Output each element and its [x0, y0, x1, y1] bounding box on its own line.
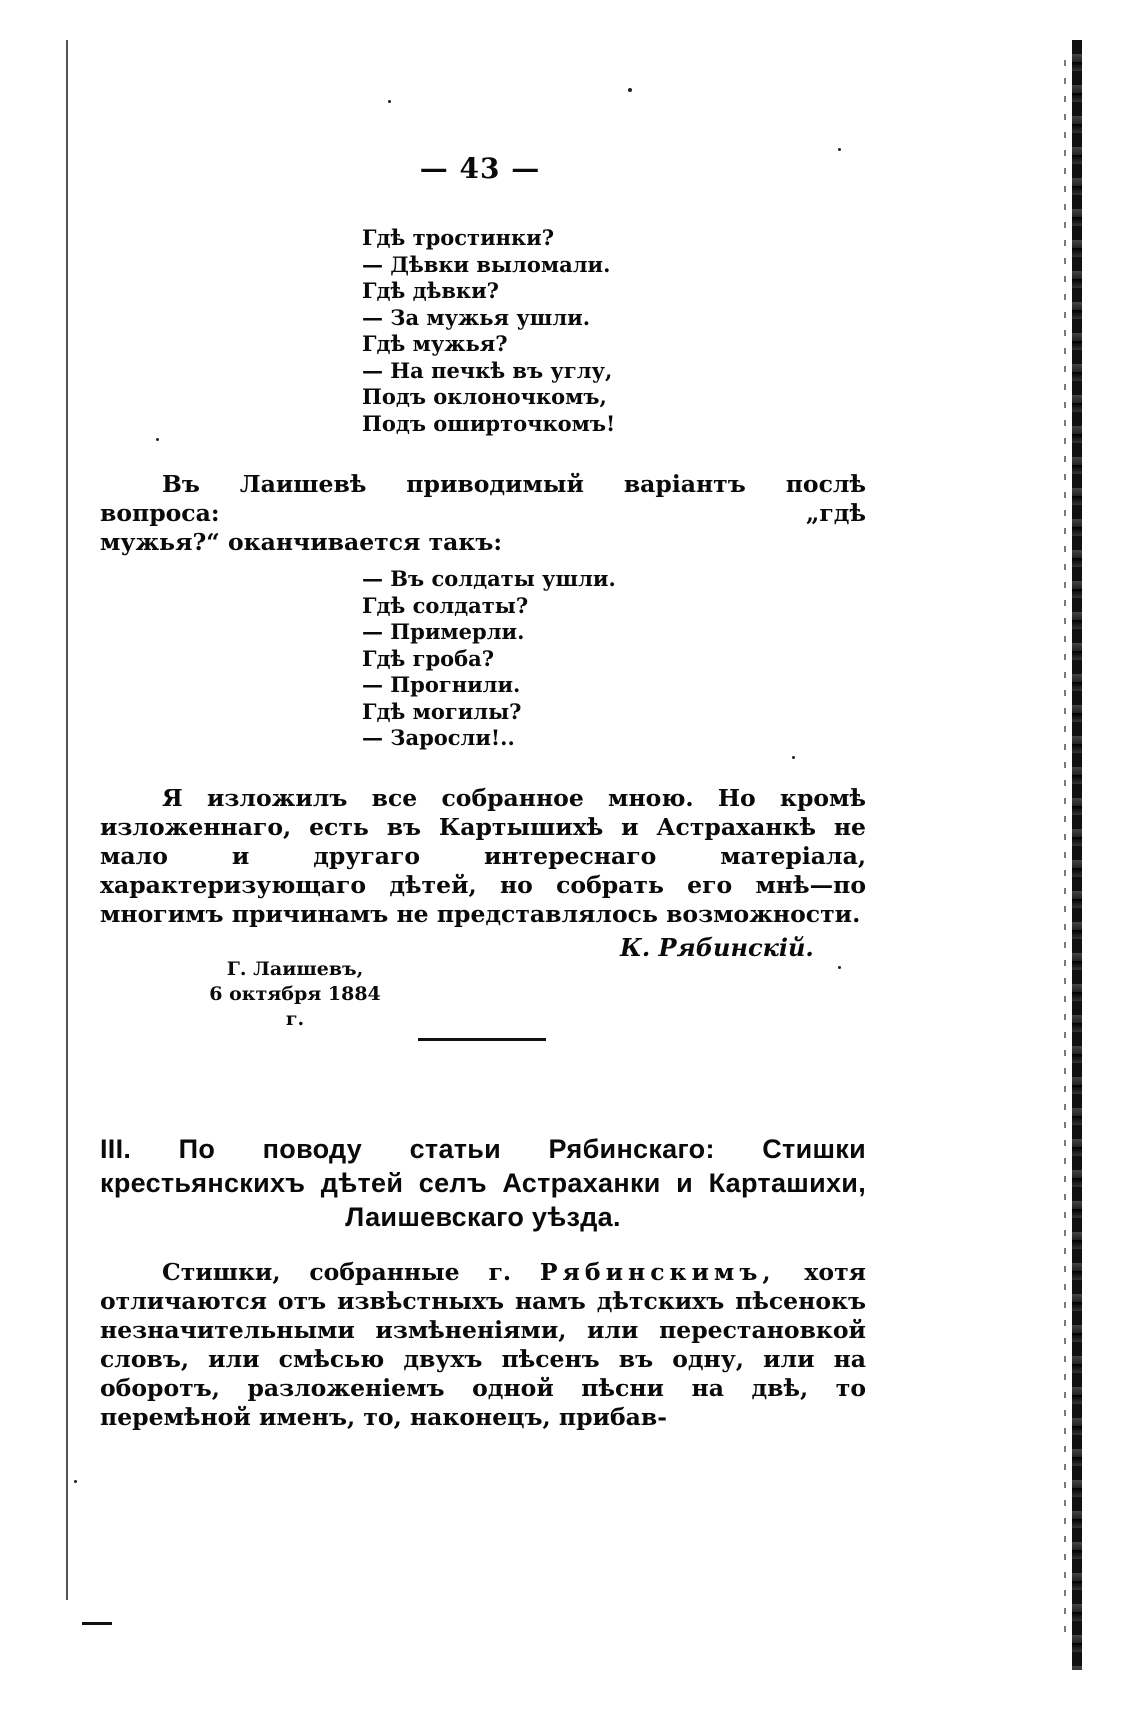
verse-line: Подъ оклоночкомъ,: [362, 384, 607, 409]
paragraph-variant-intro: [100, 470, 866, 557]
verse-line: — На печкѣ въ углу,: [362, 357, 613, 383]
verse-line: Гдѣ гроба?: [362, 645, 495, 671]
verse-line: — Дѣвки выломали.: [362, 251, 611, 277]
scan-speck: [388, 100, 391, 103]
author-signature: К. Рябинскій.: [620, 933, 814, 962]
verse-block-1: [362, 225, 615, 437]
page-edge-shadow: [1072, 40, 1082, 1670]
place: Г. Лаишевъ,: [226, 958, 364, 980]
binding-edge-line: [66, 40, 68, 1600]
scan-speck: [838, 966, 841, 969]
paragraph-start: Стишки, собранные г.: [162, 1258, 512, 1286]
verse-line: — Въ солдаты ушли.: [362, 566, 616, 591]
date: 6 октября 1884 г.: [209, 983, 381, 1030]
paragraph-line: Въ Лаишевѣ приводимый варіантъ послѣ вопроса: „гдѣ: [100, 470, 866, 527]
verse-line: — За мужья ушли.: [362, 304, 591, 330]
verse-line: — Примерли.: [362, 619, 525, 644]
section-divider: [418, 1038, 546, 1041]
page-number: — 43 —: [419, 152, 541, 185]
margin-mark: [82, 1622, 112, 1625]
paragraph-text: Я изложилъ все собранное мною. Но кромѣ изложеннаго, есть въ Картышихѣ и Астраханкѣ не мало и другаго интереснаго матеріала, характеризующаго дѣтей, но собрать его мнѣ—по многимъ причинамъ не представлялось возможности.: [100, 784, 866, 928]
page-edge-shadow-inner: [1064, 60, 1066, 1640]
paragraph-line: мужья?“ оканчивается такъ:: [100, 528, 503, 556]
place-and-date: [200, 957, 390, 1032]
scan-speck: [156, 438, 159, 441]
author-name-spaced: Рябинскимъ,: [539, 1258, 776, 1286]
paragraph-text: [100, 1258, 866, 1432]
verse-line: Гдѣ солдаты?: [362, 592, 529, 618]
verse-line: — Заросли!..: [362, 725, 515, 750]
scan-speck: [838, 148, 841, 151]
verse-line: Гдѣ тростинки?: [362, 225, 555, 250]
scan-speck: [74, 1480, 77, 1483]
verse-line: Гдѣ мужья?: [362, 331, 508, 356]
verse-line: Гдѣ дѣвки?: [362, 278, 499, 303]
verse-line: Подъ оширточкомъ!: [362, 410, 616, 436]
verse-line: — Прогнили.: [362, 672, 521, 697]
paragraph-rest: хотя отличаются отъ извѣстныхъ намъ дѣтскихъ пѣсенокъ незначительными измѣненіями, или перестановкой словъ, или смѣсью двухъ пѣсенъ въ одну, или на оборотъ, разложеніемъ одной пѣсни на двѣ, то перемѣной именъ, то, наконецъ, прибав-: [100, 1258, 866, 1431]
verse-line: Гдѣ могилы?: [362, 698, 522, 724]
section-title: III. По поводу статьи Рябинскаго: Стишки крестьянскихъ дѣтей селъ Астраханки и Карташихи, Лаишевскаго уѣзда.: [100, 1134, 866, 1232]
scan-speck: [792, 756, 795, 759]
paragraph-conclusion: [100, 784, 866, 929]
paragraph-section-body: [100, 1258, 866, 1432]
verse-block-2: [362, 566, 616, 752]
scan-speck: [628, 88, 632, 92]
